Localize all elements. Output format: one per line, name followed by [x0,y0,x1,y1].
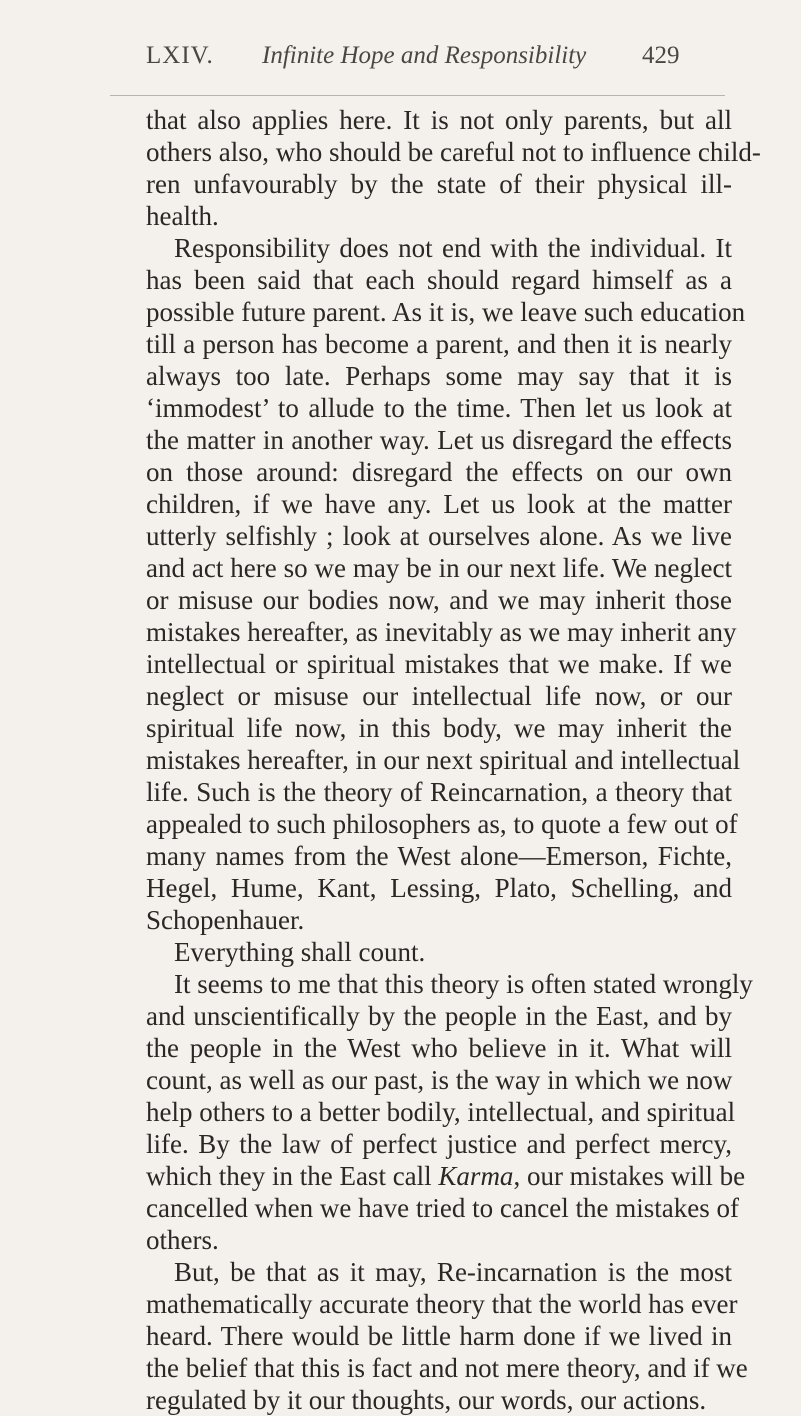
italic-term: Karma [438,1161,514,1191]
text-line: possible future parent. As it is, we leave such education [146,297,746,327]
text-line: others also, who should be careful not to influence child- [146,137,761,167]
text-line: It seems to me that this theory is often stated wrongly [174,969,753,999]
text-line: has been said that each should regard himself as a [146,265,732,295]
text-line: life. By the law of perfect justice and perfect mercy, [146,1129,732,1159]
text-line: neglect or misuse our intellectual life now, or our [146,681,732,711]
text-line: children, if we have any. Let us look at the matter [146,489,732,519]
text-line: regulated by it our thoughts, our words, our actions. [146,1385,707,1415]
text-line: spiritual life now, in this body, we may inherit the [146,713,732,743]
text-line: ren unfavourably by the state of their physical ill- [146,169,732,199]
text-line: mistakes hereafter, as inevitably as we may inherit any [146,617,737,647]
text-line: count, as well as our past, is the way in which we now [146,1065,733,1095]
text-line: appealed to such philosophers as, to quote a few out of [146,809,738,839]
text-line: life. Such is the theory of Reincarnation, a theory that [146,777,732,807]
text-line: Schopenhauer. [146,905,305,935]
text-line: till a person has become a parent, and then it is nearly [146,329,732,359]
text-line: health. [146,201,219,231]
text-line: heard. There would be little harm done if we lived in [146,1321,732,1351]
text-line: the matter in another way. Let us disregard the effects [146,425,732,455]
page-number: 429 [642,42,680,69]
text-line: which they in the East call Karma, our mistakes will be [146,1161,746,1191]
text-line: help others to a better bodily, intellectual, and spiritual [146,1097,736,1127]
page-header [0,42,801,90]
chapter-number: LXIV. [146,42,214,69]
text-line: and act here so we may be in our next life. We neglect [146,553,732,583]
text-line: mathematically accurate theory that the world has ever [146,1289,738,1319]
text-line: But, be that as it may, Re-incarnation is the most [174,1257,732,1287]
text-line: Responsibility does not end with the individual. It [174,233,732,263]
text-line: intellectual or spiritual mistakes that we make. If we [146,649,732,679]
text-line: cancelled when we have tried to cancel the mistakes of [146,1193,739,1223]
text-line: the people in the West who believe in it. What will [146,1033,732,1063]
text-line: Hegel, Hume, Kant, Lessing, Plato, Schelling, and [146,873,732,903]
text-line: utterly selfishly ; look at ourselves alone. As we live [146,521,732,551]
text-line: and unscientifically by the people in the East, and by [146,1001,732,1031]
text-line: Everything shall count. [174,937,426,967]
text-line: the belief that this is fact and not mere theory, and if we [146,1353,748,1383]
running-title: Infinite Hope and Responsibility [262,42,587,69]
text-line: always too late. Perhaps some may say that it is [146,361,732,391]
text-line: many names from the West alone—Emerson, Fichte, [146,841,732,871]
text-line: others. [146,1225,219,1255]
text-line: on those around: disregard the effects on our own [146,457,732,487]
text-line: that also applies here. It is not only parents, but all [146,105,732,135]
text-line: or misuse our bodies now, and we may inherit those [146,585,732,615]
text-line: mistakes hereafter, in our next spiritual and intellectual [146,745,741,775]
text-line: ‘immodest’ to allude to the time. Then let us look at [146,393,732,423]
header-divider [110,95,725,96]
